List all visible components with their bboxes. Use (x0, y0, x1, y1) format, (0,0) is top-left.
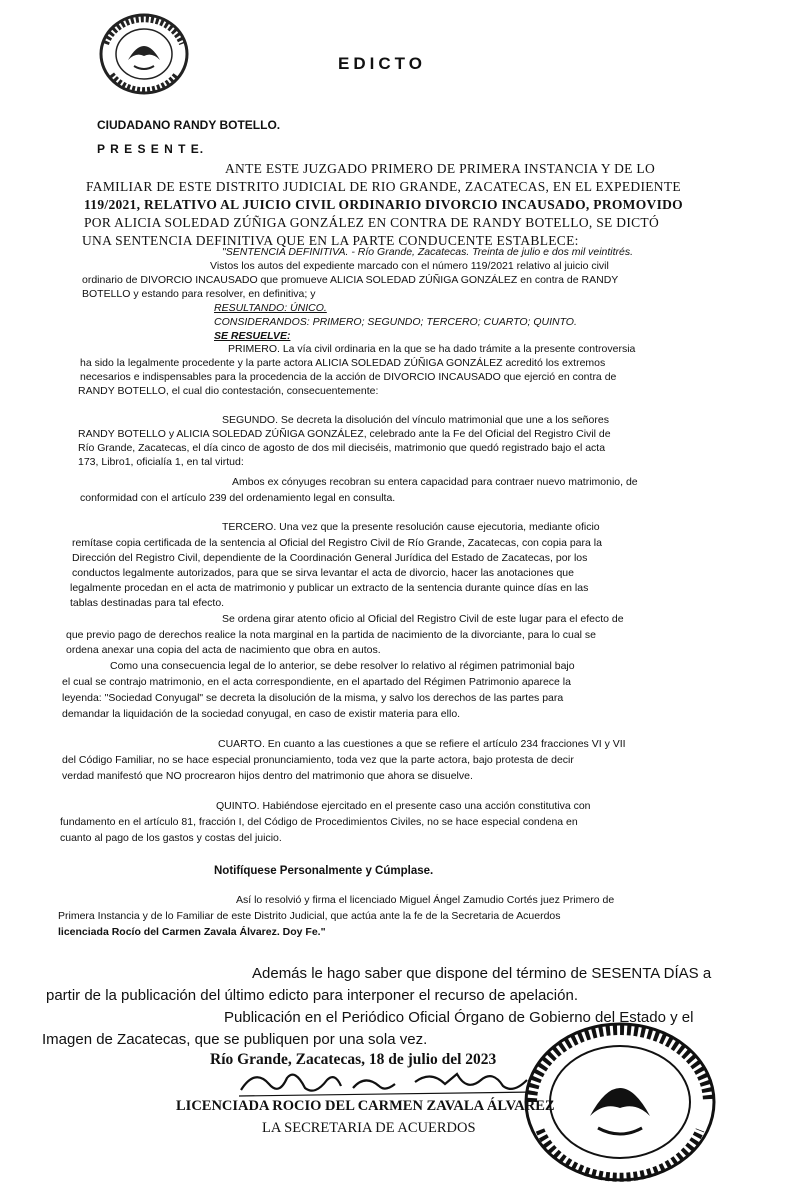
tercero-line-5: legalmente procedan en el acta de matrimonio y publicar un extracto de la sentencia durante quince días en las (70, 582, 589, 594)
intro-line-2: FAMILIAR DE ESTE DISTRITO JUDICIAL DE RIO GRANDE, ZACATECAS, EN EL EXPEDIENTE (86, 179, 681, 194)
vistos-line-3: BOTELLO y estando para resolver, en definitiva; y (82, 288, 316, 300)
primero-line-1: PRIMERO. La vía civil ordinaria en la que se ha dado trámite a la presente controversia (228, 343, 636, 355)
quinto-line-1: QUINTO. Habiéndose ejercitado en el presente caso una acción constitutiva con (216, 800, 591, 812)
intro-line-3: 119/2021, RELATIVO AL JUICIO CIVIL ORDINARIO DIVORCIO INCAUSADO, PROMOVIDO (84, 197, 683, 212)
sentence-quote: "SENTENCIA DEFINITIVA. - Río Grande, Zacatecas. Treinta de julio e dos mil veintitrés. (222, 246, 634, 258)
consecuencia-line-1: Como una consecuencia legal de lo anterior, se debe resolver lo relativo al régimen patrimonial bajo (110, 660, 575, 672)
ordena-line-1: Se ordena girar atento oficio al Oficial del Registro Civil de este lugar para el efecto de (222, 613, 624, 625)
closing-line-2: partir de la publicación del último edicto para interponer el recurso de apelación. (46, 987, 578, 1004)
consecuencia-line-4: demandar la liquidación de la sociedad conyugal, en caso de existir materia para ello. (62, 708, 461, 720)
tercero-line-2: remítase copia certificada de la sentencia al Oficial del Registro Civil de Río Grande, Zacatecas, con copia para la (72, 537, 602, 549)
segundo-line-4: 173, Libro1, oficialía 1, en tal virtud: (78, 456, 244, 468)
tercero-line-6: tablas destinadas para tal efecto. (70, 597, 225, 609)
handwritten-signature (235, 1062, 545, 1102)
ordena-line-2: que previo pago de derechos realice la nota marginal en la partida de nacimiento de la divorciante, para lo cual se (66, 629, 596, 641)
closing-line-3: Publicación en el Periódico Oficial Órgano de Gobierno del Estado y el (224, 1009, 694, 1026)
resolvio-line-2: Primera Instancia y de lo Familiar de este Distrito Judicial, que actúa ante la fe de la Secretaria de Acuerdos (58, 910, 561, 922)
primero-line-2: ha sido la legalmente procedente y la parte actora ALICIA SOLEDAD ZÚÑIGA GONZÁLEZ acreditó los extremos (80, 357, 606, 369)
signer-role: LA SECRETARIA DE ACUERDOS (262, 1120, 476, 1136)
cuarto-line-2: del Código Familiar, no se hace especial pronunciamiento, toda vez que la parte actora, bajo protesta de decir (62, 754, 574, 766)
closing-line-4: Imagen de Zacatecas, que se publiquen por una sola vez. (42, 1031, 428, 1048)
consecuencia-line-2: el cual se contrajo matrimonio, en el acta correspondiente, en el apartado del Régimen Patrimonio aparece la (62, 676, 571, 688)
resolvio-line-1: Así lo resolvió y firma el licenciado Miguel Ángel Zamudio Cortés juez Primero de (236, 894, 615, 906)
ambos-line-1: Ambos ex cónyuges recobran su entera capacidad para contraer nuevo matrimonio, de (232, 476, 638, 488)
quinto-line-2: fundamento en el artículo 81, fracción I, del Código de Procedimientos Civiles, no se hace especial condena en (60, 816, 578, 828)
consecuencia-line-3: leyenda: "Sociedad Conyugal" se decreta la disolución de la misma, y salvo los derechos de las partes para (62, 692, 564, 704)
ambos-line-2: conformidad con el artículo 239 del ordenamiento legal en consulta. (80, 492, 396, 504)
closing-line-1: Además le hago saber que dispone del término de SESENTA DÍAS a (252, 965, 712, 982)
tercero-line-3: Dirección del Registro Civil, dependiente de la Coordinación General Jurídica del Estado de Zacatecas, por los (72, 552, 588, 564)
resultando: RESULTANDO: ÚNICO. (214, 302, 327, 314)
place-date: Río Grande, Zacatecas, 18 de julio del 2023 (210, 1051, 497, 1068)
primero-line-4: RANDY BOTELLO, el cual dio contestación, consecuentemente: (78, 385, 379, 397)
cuarto-line-3: verdad manifestó que NO procrearon hijos dentro del matrimonio que ahora se disuelve. (62, 770, 473, 782)
addressee-presente: P R E S E N T E. (97, 142, 205, 156)
intro-line-1: ANTE ESTE JUZGADO PRIMERO DE PRIMERA INSTANCIA Y DE LO (225, 161, 655, 176)
notifiquese: Notifíquese Personalmente y Cúmplase. (214, 865, 434, 877)
vistos-line-2: ordinario de DIVORCIO INCAUSADO que promueve ALICIA SOLEDAD ZÚÑIGA GONZÁLEZ en contra de RANDY (82, 274, 619, 286)
segundo-line-3: Río Grande, Zacatecas, el día cinco de agosto de dos mil dieciséis, matrimonio que quedó registrado bajo el acta (78, 442, 606, 454)
se-resuelve: SE RESUELVE: (214, 330, 291, 342)
intro-line-4: POR ALICIA SOLEDAD ZÚÑIGA GONZÁLEZ EN CONTRA DE RANDY BOTELLO, SE DICTÓ (84, 215, 660, 230)
primero-line-3: necesarios e indispensables para la procedencia de la acción de DIVORCIO INCAUSADO que ejerció en contra de (80, 371, 617, 383)
ordena-line-3: ordena anexar una copia del acta de nacimiento que obra en autos. (66, 644, 381, 656)
intro-line-5: UNA SENTENCIA DEFINITIVA QUE EN LA PARTE CONDUCENTE ESTABLECE: (82, 233, 579, 248)
tercero-line-1: TERCERO. Una vez que la presente resolución cause ejecutoria, mediante oficio (222, 521, 600, 533)
addressee-name: CIUDADANO RANDY BOTELLO. (97, 118, 281, 132)
segundo-line-1: SEGUNDO. Se decreta la disolución del vínculo matrimonial que une a los señores (222, 414, 609, 426)
segundo-line-2: RANDY BOTELLO y ALICIA SOLEDAD ZÚÑIGA GONZÁLEZ, celebrado ante la Fe del Oficial del Registro Civil de (78, 428, 611, 440)
edict-title: EDICTO (338, 54, 426, 73)
signer-name: LICENCIADA ROCIO DEL CARMEN ZAVALA ÁLVAREZ (176, 1098, 555, 1114)
tercero-line-4: conductos legalmente autorizados, para que se sirva levantar el acta de divorcio, hacer las anotaciones que (72, 567, 574, 579)
quinto-line-3: cuanto al pago de los gastos y costas del juicio. (60, 832, 282, 844)
resolvio-line-3: licenciada Rocío del Carmen Zavala Álvarez. Doy Fe." (58, 926, 326, 938)
cuarto-line-1: CUARTO. En cuanto a las cuestiones a que se refiere el artículo 234 fracciones VI y VII (218, 738, 626, 750)
court-stamp-icon (520, 1020, 720, 1185)
judicial-seal-icon (98, 12, 190, 96)
vistos-line-1: Vistos los autos del expediente marcado con el número 119/2021 relativo al juicio civil (210, 260, 609, 272)
considerandos: CONSIDERANDOS: PRIMERO; SEGUNDO; TERCERO; CUARTO; QUINTO. (214, 316, 577, 328)
